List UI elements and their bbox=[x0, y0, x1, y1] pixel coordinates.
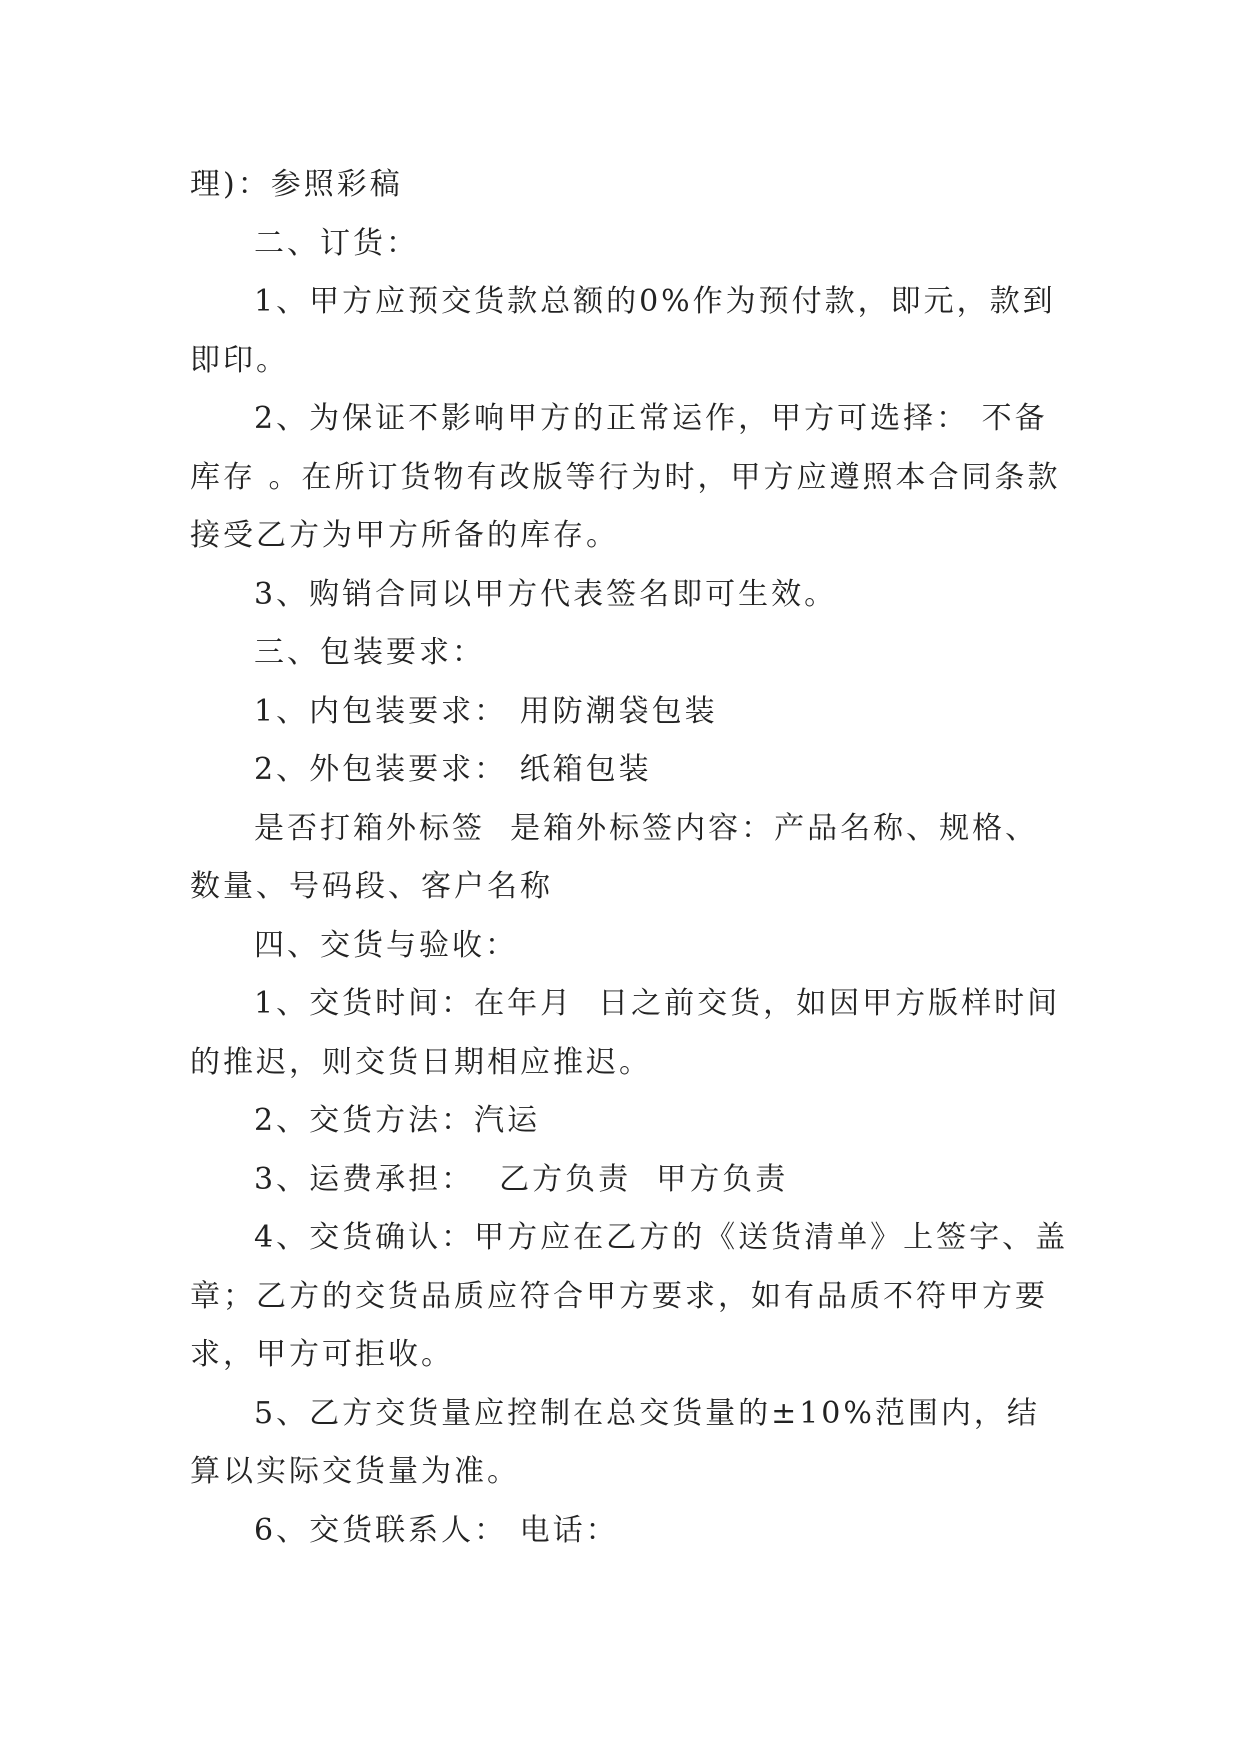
paragraph: 6、交货联系人： 电话： bbox=[254, 1512, 619, 1548]
section-heading: 二、订货： bbox=[254, 225, 419, 261]
paragraph: 2、为保证不影响甲方的正常运作，甲方可选择： 不备库存 。在所订货物有改版等行为时，甲方应遵照本合同条款接受乙方为甲方所备的库存。 bbox=[190, 401, 1061, 553]
paragraph: 1、甲方应预交货款总额的0%作为预付款，即元，款到即印。 bbox=[190, 284, 1056, 378]
paragraph: 3、购销合同以甲方代表签名即可生效。 bbox=[254, 576, 838, 612]
paragraph: 1、交货时间：在年月 日之前交货，如因甲方版样时间的推迟，则交货日期相应推迟。 bbox=[190, 986, 1061, 1080]
paragraph: 5、乙方交货量应控制在总交货量的±10%范围内，结算以实际交货量为准。 bbox=[190, 1395, 1040, 1489]
paragraph: 2、交货方法：汽运 bbox=[254, 1103, 541, 1138]
paragraph: 是否打箱外标签 是箱外标签内容：产品名称、规格、数量、号码段、客户名称 bbox=[190, 810, 1039, 904]
paragraph: 3、运费承担： 乙方负责 甲方负责 bbox=[254, 1161, 789, 1197]
section-heading: 四、交货与验收： bbox=[254, 927, 518, 963]
paragraph: 理)：参照彩稿 bbox=[190, 167, 403, 202]
paragraph: 1、内包装要求： 用防潮袋包装 bbox=[254, 693, 718, 729]
paragraph: 2、外包装要求： 纸箱包装 bbox=[254, 752, 652, 787]
paragraph: 4、交货确认：甲方应在乙方的《送货清单》上签字、盖章；乙方的交货品质应符合甲方要求，如有品质不符甲方要求，甲方可拒收。 bbox=[190, 1220, 1069, 1372]
document-body bbox=[190, 156, 1070, 1560]
section-heading: 三、包装要求： bbox=[254, 635, 485, 670]
